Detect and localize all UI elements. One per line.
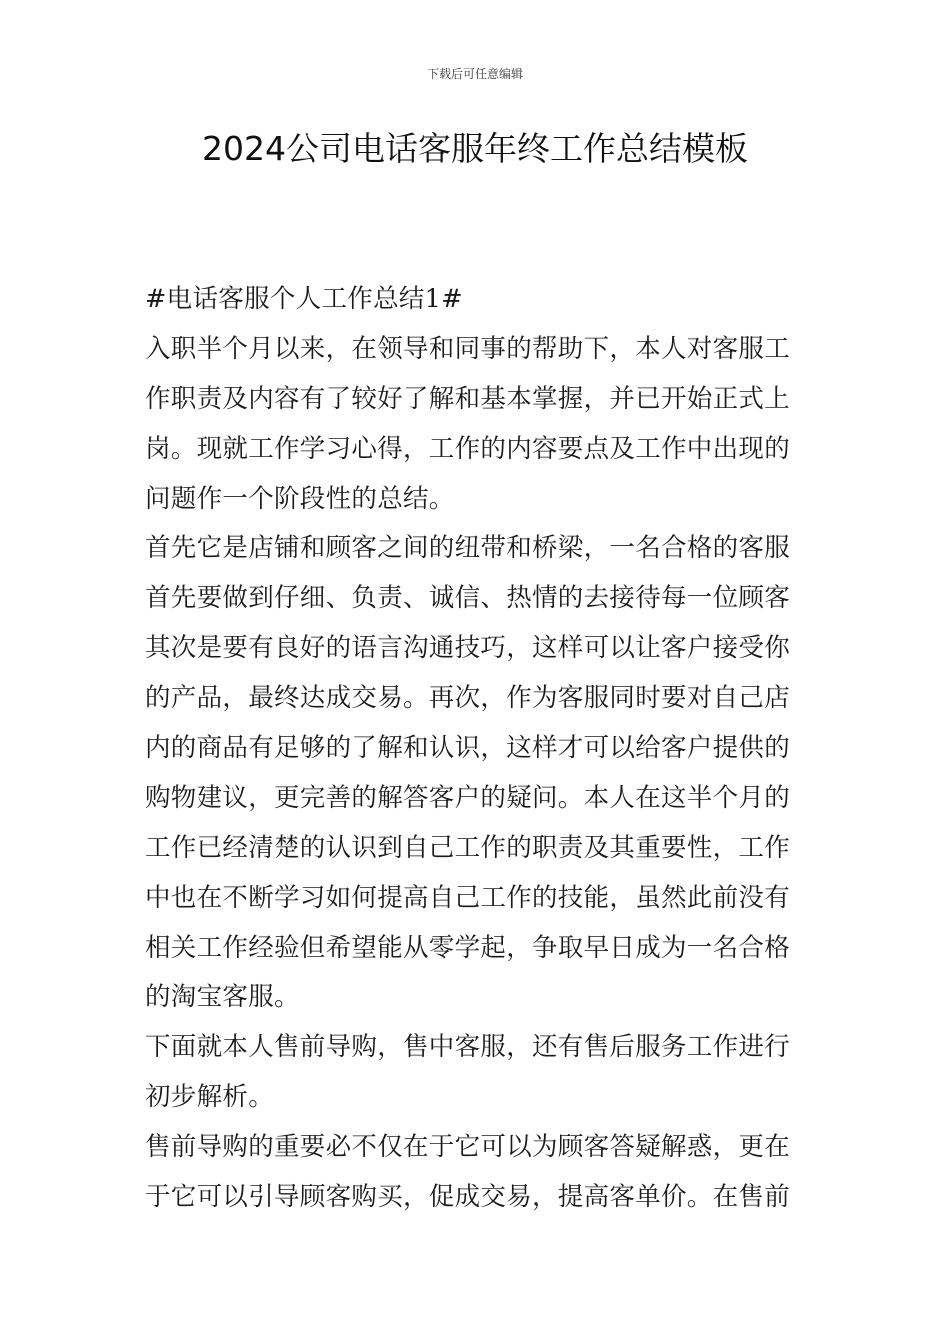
- paragraph-4: [145, 1123, 809, 1223]
- section-heading: [145, 275, 809, 325]
- text-line: 工作已经清楚的认识到自己工作的职责及其重要性，工作: [145, 832, 791, 863]
- document-body: [145, 275, 809, 1223]
- text-line: 的淘宝客服。: [145, 982, 300, 1013]
- text-line: 其次是要有良好的语言沟通技巧，这样可以让客户接受你: [145, 633, 791, 664]
- paragraph-2: [145, 524, 809, 1023]
- text-line: 售前导购的重要必不仅在于它可以为顾客答疑解惑，更在: [145, 1132, 791, 1163]
- text-line: 内的商品有足够的了解和认识，这样才可以给客户提供的: [145, 733, 791, 764]
- text-line: 中也在不断学习如何提高自己工作的技能，虽然此前没有: [145, 882, 791, 913]
- text-line: 相关工作经验但希望能从零学起，争取早日成为一名合格: [145, 932, 791, 963]
- text-line: 购物建议，更完善的解答客户的疑问。本人在这半个月的: [145, 782, 791, 813]
- text-line: 下面就本人售前导购，售中客服，还有售后服务工作进行: [145, 1032, 791, 1063]
- section-heading-text: #电话客服个人工作总结1#: [145, 284, 463, 314]
- text-line: 作职责及内容有了较好了解和基本掌握，并已开始正式上: [145, 383, 791, 414]
- text-line: 于它可以引导顾客购买，促成交易，提高客单价。在售前: [145, 1182, 791, 1213]
- header-note: 下载后可任意编辑: [426, 67, 523, 81]
- text-line: 首先要做到仔细、负责、诚信、热情的去接待每一位顾客: [145, 583, 791, 614]
- text-line: 问题作一个阶段性的总结。: [145, 483, 455, 514]
- text-line: 岗。现就工作学习心得，工作的内容要点及工作中出现的: [145, 433, 791, 464]
- text-line: 初步解析。: [145, 1082, 275, 1113]
- paragraph-3: [145, 1023, 809, 1123]
- text-line: 入职半个月以来，在领导和同事的帮助下，本人对客服工: [145, 333, 791, 364]
- document-title: 2024公司电话客服年终工作总结模板: [202, 129, 748, 168]
- paragraph-1: [145, 325, 809, 525]
- text-line: 首先它是店铺和顾客之间的纽带和桥梁，一名合格的客服: [145, 533, 791, 564]
- text-line: 的产品，最终达成交易。再次，作为客服同时要对自己店: [145, 683, 791, 714]
